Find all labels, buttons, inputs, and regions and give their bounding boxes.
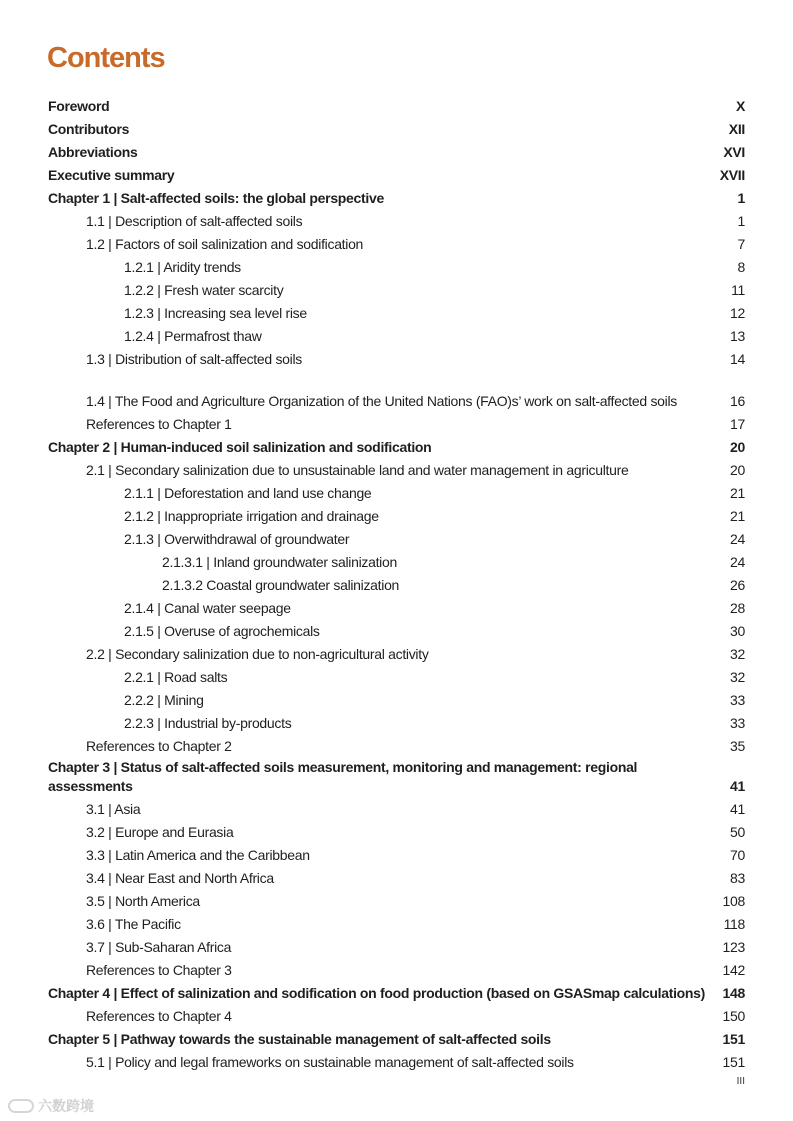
toc-entry-page: 150 (722, 1008, 745, 1024)
toc-entry-page: 1 (737, 213, 745, 229)
toc-entry[interactable] (48, 348, 745, 371)
toc-entry-title: Executive summary (48, 167, 175, 183)
toc-entry[interactable] (48, 505, 745, 528)
toc-entry-title: 1.4 | The Food and Agriculture Organization of the United Nations (FAO)s’ work on salt-affected soils (86, 393, 677, 409)
table-of-contents (48, 95, 745, 1074)
toc-entry[interactable] (48, 574, 745, 597)
toc-entry-page: 20 (730, 439, 745, 455)
toc-entry[interactable] (48, 666, 745, 689)
toc-entry-title: References to Chapter 3 (86, 962, 232, 978)
toc-entry-title: Abbreviations (48, 144, 138, 160)
toc-entry[interactable] (48, 325, 745, 348)
toc-entry-title: 1.1 | Description of salt-affected soils (86, 213, 303, 229)
toc-entry-title: 5.1 | Policy and legal frameworks on sustainable management of salt-affected soils (86, 1054, 574, 1070)
toc-entry[interactable] (48, 302, 745, 325)
page-number: III (736, 1076, 745, 1087)
toc-entry[interactable] (48, 1051, 745, 1074)
toc-entry-page: X (735, 98, 745, 114)
toc-entry-page: 11 (731, 282, 745, 298)
toc-entry-title: 3.4 | Near East and North Africa (86, 870, 274, 886)
toc-entry-page: 123 (722, 939, 745, 955)
toc-entry[interactable] (48, 689, 745, 712)
toc-entry-page: 30 (730, 623, 745, 639)
toc-entry[interactable] (48, 482, 745, 505)
toc-entry-page: 14 (730, 351, 745, 367)
toc-entry-title: 1.3 | Distribution of salt-affected soils (86, 351, 302, 367)
toc-entry[interactable] (48, 620, 745, 643)
toc-entry-page: 24 (730, 554, 745, 570)
toc-entry-title: Foreword (48, 98, 110, 114)
toc-entry-title: 2.1.3 | Overwithdrawal of groundwater (124, 531, 350, 547)
toc-chapter-entry[interactable] (48, 95, 745, 118)
toc-entry-title: 3.1 | Asia (86, 801, 141, 817)
toc-entry-title: 2.1.4 | Canal water seepage (124, 600, 291, 616)
toc-entry-title: 2.2.1 | Road salts (124, 669, 228, 685)
toc-entry[interactable] (48, 913, 745, 936)
toc-entry[interactable] (48, 844, 745, 867)
toc-entry-title: Chapter 1 | Salt-affected soils: the global perspective (48, 190, 384, 206)
toc-entry-page: 24 (730, 531, 745, 547)
toc-chapter-entry[interactable] (48, 164, 745, 187)
toc-entry-title: 2.1.3.2 Coastal groundwater salinization (162, 577, 400, 593)
toc-entry-page: 16 (730, 393, 745, 409)
toc-entry-page: 8 (737, 259, 745, 275)
toc-entry[interactable] (48, 798, 745, 821)
toc-entry-title: 2.2.3 | Industrial by-products (124, 715, 292, 731)
toc-entry[interactable] (48, 867, 745, 890)
toc-entry[interactable] (48, 413, 745, 436)
toc-entry[interactable] (48, 712, 745, 735)
toc-entry-page: 20 (730, 462, 745, 478)
toc-entry-page: 7 (737, 236, 745, 252)
toc-entry-page: 26 (730, 577, 745, 593)
toc-entry-title: Chapter 3 | Status of salt-affected soils measurement, monitoring and management: regional assessments (48, 759, 638, 794)
toc-entry[interactable] (48, 597, 745, 620)
toc-entry-title: 2.1 | Secondary salinization due to unsustainable land and water management in agriculture (86, 462, 629, 478)
toc-entry-title: 2.1.5 | Overuse of agrochemicals (124, 623, 320, 639)
toc-entry-page: 83 (730, 870, 745, 886)
toc-entry-page: 70 (730, 847, 745, 863)
toc-entry[interactable] (48, 279, 745, 302)
toc-entry-title: 1.2 | Factors of soil salinization and sodification (86, 236, 364, 252)
toc-entry[interactable] (48, 735, 745, 758)
watermark-text: 六数跨境 (38, 1098, 94, 1114)
toc-entry[interactable] (48, 890, 745, 913)
toc-entry-title: 1.2.3 | Increasing sea level rise (124, 305, 307, 321)
toc-entry-page: XII (728, 121, 745, 137)
toc-entry[interactable] (48, 210, 745, 233)
watermark-logo-icon (8, 1099, 34, 1113)
toc-entry-title: 2.2.2 | Mining (124, 692, 204, 708)
toc-entry-page: 13 (730, 328, 745, 344)
toc-entry-page: 32 (730, 646, 745, 662)
toc-entry[interactable] (48, 459, 745, 482)
toc-entry[interactable] (48, 821, 745, 844)
toc-entry-title: 2.1.2 | Inappropriate irrigation and drainage (124, 508, 379, 524)
toc-entry-page: 21 (730, 508, 745, 524)
toc-entry-page: 33 (730, 715, 745, 731)
toc-entry-page: 108 (722, 893, 745, 909)
toc-entry-title: References to Chapter 4 (86, 1008, 232, 1024)
toc-entry[interactable] (48, 528, 745, 551)
toc-chapter-entry[interactable] (48, 436, 745, 459)
toc-entry-page: 118 (723, 916, 745, 932)
toc-entry-page: 50 (730, 824, 745, 840)
toc-entry-page: 41 (730, 778, 745, 794)
toc-entry-title: 3.5 | North America (86, 893, 200, 909)
page-title: Contents (47, 42, 165, 74)
toc-entry-page: XVII (719, 167, 745, 183)
toc-entry-title: 1.2.4 | Permafrost thaw (124, 328, 262, 344)
toc-entry[interactable] (48, 551, 745, 574)
toc-entry-page: 151 (722, 1054, 745, 1070)
toc-entry-page: 142 (722, 962, 745, 978)
toc-entry-title: 2.1.1 | Deforestation and land use change (124, 485, 372, 501)
toc-chapter-entry[interactable] (48, 982, 745, 1005)
toc-entry-title: 2.1.3.1 | Inland groundwater salinization (162, 554, 397, 570)
toc-chapter-entry[interactable] (48, 187, 745, 210)
toc-entry-page: 21 (730, 485, 745, 501)
toc-entry-title: Contributors (48, 121, 130, 137)
toc-entry[interactable] (48, 371, 745, 413)
toc-entry-title: References to Chapter 1 (86, 416, 232, 432)
toc-entry[interactable] (48, 936, 745, 959)
toc-entry-title: 3.7 | Sub-Saharan Africa (86, 939, 232, 955)
toc-entry-title: 2.2 | Secondary salinization due to non-agricultural activity (86, 646, 429, 662)
watermark (8, 1096, 94, 1116)
toc-entry-title: 3.3 | Latin America and the Caribbean (86, 847, 310, 863)
toc-entry-page: 17 (730, 416, 745, 432)
toc-entry-page: 35 (730, 738, 745, 754)
toc-entry[interactable] (48, 233, 745, 256)
toc-chapter-entry[interactable] (48, 758, 745, 798)
toc-entry-page: 1 (737, 190, 745, 206)
toc-entry[interactable] (48, 1005, 745, 1028)
toc-entry-page: XVI (723, 144, 745, 160)
toc-entry-title: Chapter 2 | Human-induced soil salinization and sodification (48, 439, 432, 455)
toc-chapter-entry[interactable] (48, 141, 745, 164)
toc-entry[interactable] (48, 643, 745, 666)
toc-entry-title: Chapter 4 | Effect of salinization and sodification on food production (based on GSASmap calculations) (48, 985, 706, 1001)
toc-entry-page: 33 (730, 692, 745, 708)
toc-entry-page: 148 (722, 985, 745, 1001)
toc-entry-title: 1.2.2 | Fresh water scarcity (124, 282, 284, 298)
toc-entry-page: 32 (730, 669, 745, 685)
toc-entry-title: 3.2 | Europe and Eurasia (86, 824, 234, 840)
toc-entry-title: 1.2.1 | Aridity trends (124, 259, 241, 275)
toc-entry-page: 151 (722, 1031, 745, 1047)
toc-entry-title: References to Chapter 2 (86, 738, 232, 754)
toc-entry-title: Chapter 5 | Pathway towards the sustainable management of salt-affected soils (48, 1031, 551, 1047)
toc-chapter-entry[interactable] (48, 118, 745, 141)
toc-entry-page: 12 (730, 305, 745, 321)
toc-entry-page: 28 (730, 600, 745, 616)
toc-entry[interactable] (48, 959, 745, 982)
toc-entry-page: 41 (730, 801, 745, 817)
toc-chapter-entry[interactable] (48, 1028, 745, 1051)
toc-entry-title: 3.6 | The Pacific (86, 916, 181, 932)
toc-entry[interactable] (48, 256, 745, 279)
